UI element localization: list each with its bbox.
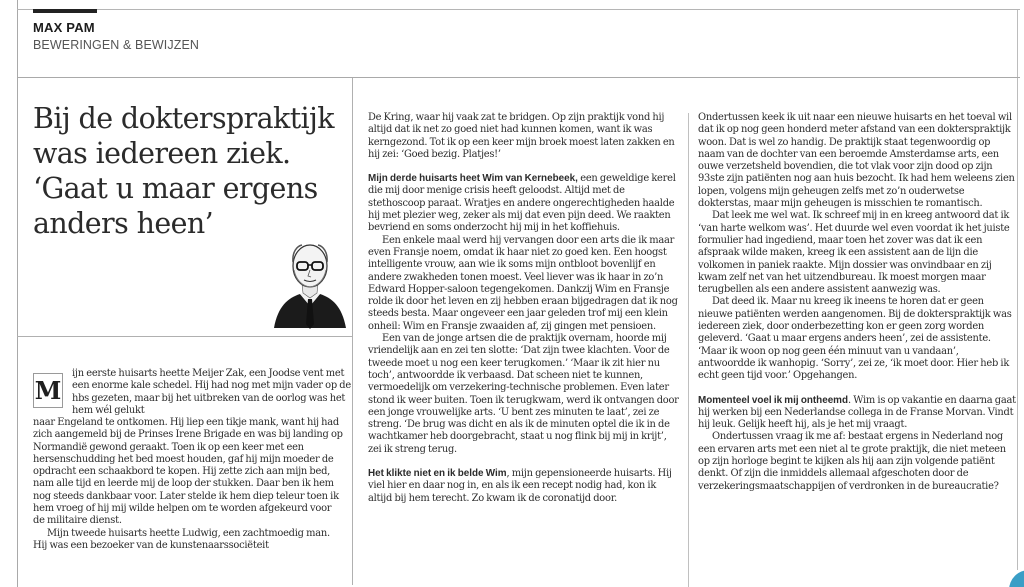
paragraph: De Kring, waar hij vaak zat te bridgen. Op zijn praktijk vond hij altijd dat ik net zo goed niet had kunnen komen, want ik was kerngezond. Tot ik op een keer mijn broek moest laten zakken en hij zei: ‘Goed bezig. Platjes!’ [368,112,675,160]
paragraph-intro: ijn eerste huisarts heette Meijer Zak, een Joodse vent met een enorme kale schedel. Hij had nog met mijn vader op de hbs gezeten, maar bij het uitbreken van de oorlog was het hem wél gelukt [72,368,351,416]
paragraph: Mijn tweede huisarts heette Ludwig, een zachtmoedig man. Hij was een bezoeker van de kunstenaarssociëteit [33,527,330,551]
article-column-3 [698,112,1016,493]
paragraph-with-subhead: Het klikte niet en ik belde Wim, mijn gepensioneerde huisarts. Hij viel hier en daar nog in, en als ik een recept nodig had, kon ik altijd bij hem terecht. Zo kwam ik de coronatijd door. [368,468,672,504]
column-series-title: BEWERINGEN & BEWIJZEN [33,38,200,52]
paragraph: Een van de jonge artsen die de praktijk overnam, hoorde mij vriendelijk aan en zei ten slotte: ‘Dat zijn twee klachten. Voor de tweede moet u nog een keer terugkomen.’ ‘Maar ik zit hier nu toch’, antwoordde ik verbaasd. Dat scheen niet te kunnen, vermoedelijk om verzekering-technische problemen. Even later stond ik weer buiten. Toen ik terugkwam, werd ik ontvangen door een jonge vrouwelijke arts. ‘U bent zes minuten te laat’, zei ze streng. ‘De brug was dicht en als ik de minuten optel die ik in de wachtkamer heb doorgebracht, staat u nog flink bij mij in krijt’, zei ik streng terug. [368,333,679,455]
paragraph-with-subhead: Momenteel voel ik mij ontheemd. Wim is op vakantie en daarna gaat hij werken bij een Nederlandse collega in de Franse Morvan. Vindt hij leuk. Gelijk heeft hij, als je het mij vraagt. [698,394,1016,431]
paragraph: Dat deed ik. Maar nu kreeg ik ineens te horen dat er geen nieuwe patiënten werden aangenomen. Bij de dokterspraktijk was iedereen ziek, door onderbezetting kon er geen zorg worden geleverd. ‘Gaat u maar ergens anders heen’, zei de assistente. ‘Maar ik woon op nog geen één minuut van u vandaan’, antwoordde ik wanhopig. ‘Sorry’, zei ze, ‘ik moet door. Hier heb ik echt geen tijd voor.’ Opgehangen. [698,296,1012,382]
inline-subhead: Momenteel voel ik mij ontheemd [698,394,848,406]
article-column-2 [368,112,680,505]
top-rule [17,9,1020,10]
author-name: MAX PAM [33,20,95,35]
inline-subhead: Mijn derde huisarts heet Wim van Kernebeek, [368,173,578,185]
paragraph: Ondertussen keek ik uit naar een nieuwe huisarts en het toeval wil dat ik op nog geen honderd meter afstand van een dokterspraktijk woon. Dat is wel zo handig. De praktijk staat tegenwoordig op naam van de dochter van een beroemde Amsterdamse arts, een ouwe verzetsheld bovendien, die tot vlak voor zijn dood op zijn 93ste zijn patiënten nog aan huis bezocht. Ik had hem weleens zien lopen, volgens mijn geheugen zelfs met zo’n ouderwetse dokterstas, maar mijn geheugen is misschien te romantisch. [698,112,1015,210]
paragraph: Een enkele maal werd hij vervangen door een arts die ik maar even Fransje noem, omdat ik haar niet zo goed ken. Een hoogst intelligente vrouw, aan wie ik soms mijn ontbloot bovenlijf en andere zwakheden tonen moest. Veel liever was ik haar in zo’n Edward Hopper-saloon tegengekomen. Dankzij Wim en Fransje rolde ik door het leven en zij hebben eraan bijgedragen dat ik nog steeds besta. Maar ongeveer een jaar geleden trof mij een klein onheil: Wim en Fransje zwaaiden af, zij gingen met pensioen. [368,234,678,332]
article-headline: Bij de dokterspraktijk was iedereen ziek. ‘Gaat u maar ergens anders heen’ [33,102,334,240]
paragraph-with-subhead: Mijn derde huisarts heet Wim van Kernebeek, een geweldige kerel die mij door menige crisis heeft geloodst. Altijd met de stethoscoop paraat. Wratjes en andere ongerechtigheden haalde hij met plezier weg, zeker als mij dat even pijn deed. We raakten bevriend en soms onderzocht hij mij in het koffiehuis. [368,173,676,234]
header-divider [17,77,1020,78]
column-divider-2 [688,113,689,587]
headline-divider [17,336,352,337]
author-portrait-icon [270,236,350,332]
paragraph: Dat leek me wel wat. Ik schreef mij in en kreeg antwoord dat ik ‘van harte welkom was’. Het duurde wel even voordat ik het juiste formulier had ingediend, maar toen het zover was dat ik een afspraak wilde maken, kreeg ik een assistent aan de lijn die volkomen in paniek raakte. Mijn dossier was onvindbaar en zij kwam zelf net van het uitzendbureau. Ik moest morgen maar terugbellen als een andere assistent aanwezig was. [698,210,1010,296]
paragraph: naar Engeland te ontkomen. Hij liep een tikje mank, want hij had zich aangemeld bij de Prinses Irene Brigade en was bij landing op Normandië gewond geraakt. Toen ik op een keer met een hersenschudding het bed moest houden, gaf hij mijn moeder de opdracht een schaakbord te kopen. Hij zette zich aan mijn bed, nam alle tijd en leerde mij de loop der stukken. Daar ben ik hem nog steeds dankbaar voor. Later stelde ik hem diep teleur toen ik hem vroeg of hij mij wilde helpen om te worden afgekeurd voor de militaire dienst. [33,417,343,527]
paragraph: Ondertussen vraag ik me af: bestaat ergens in Nederland nog een ervaren arts met een niet al te grote praktijk, die niet meteen op zijn horloge begint te kijken als hij aan zijn volgende patiënt denkt. Of zijn die inmiddels allemaal afgeschoten door de verzekeringsmaatschappijen of verdronken in de bureaucratie? [698,431,1006,492]
kicker-bar [33,9,97,13]
drop-cap: M [33,373,63,408]
article-column-1 [33,417,345,552]
article-column-1-intro [72,368,352,417]
right-rule [1017,10,1018,570]
inline-subhead: Het klikte niet en ik belde Wim [368,468,507,480]
